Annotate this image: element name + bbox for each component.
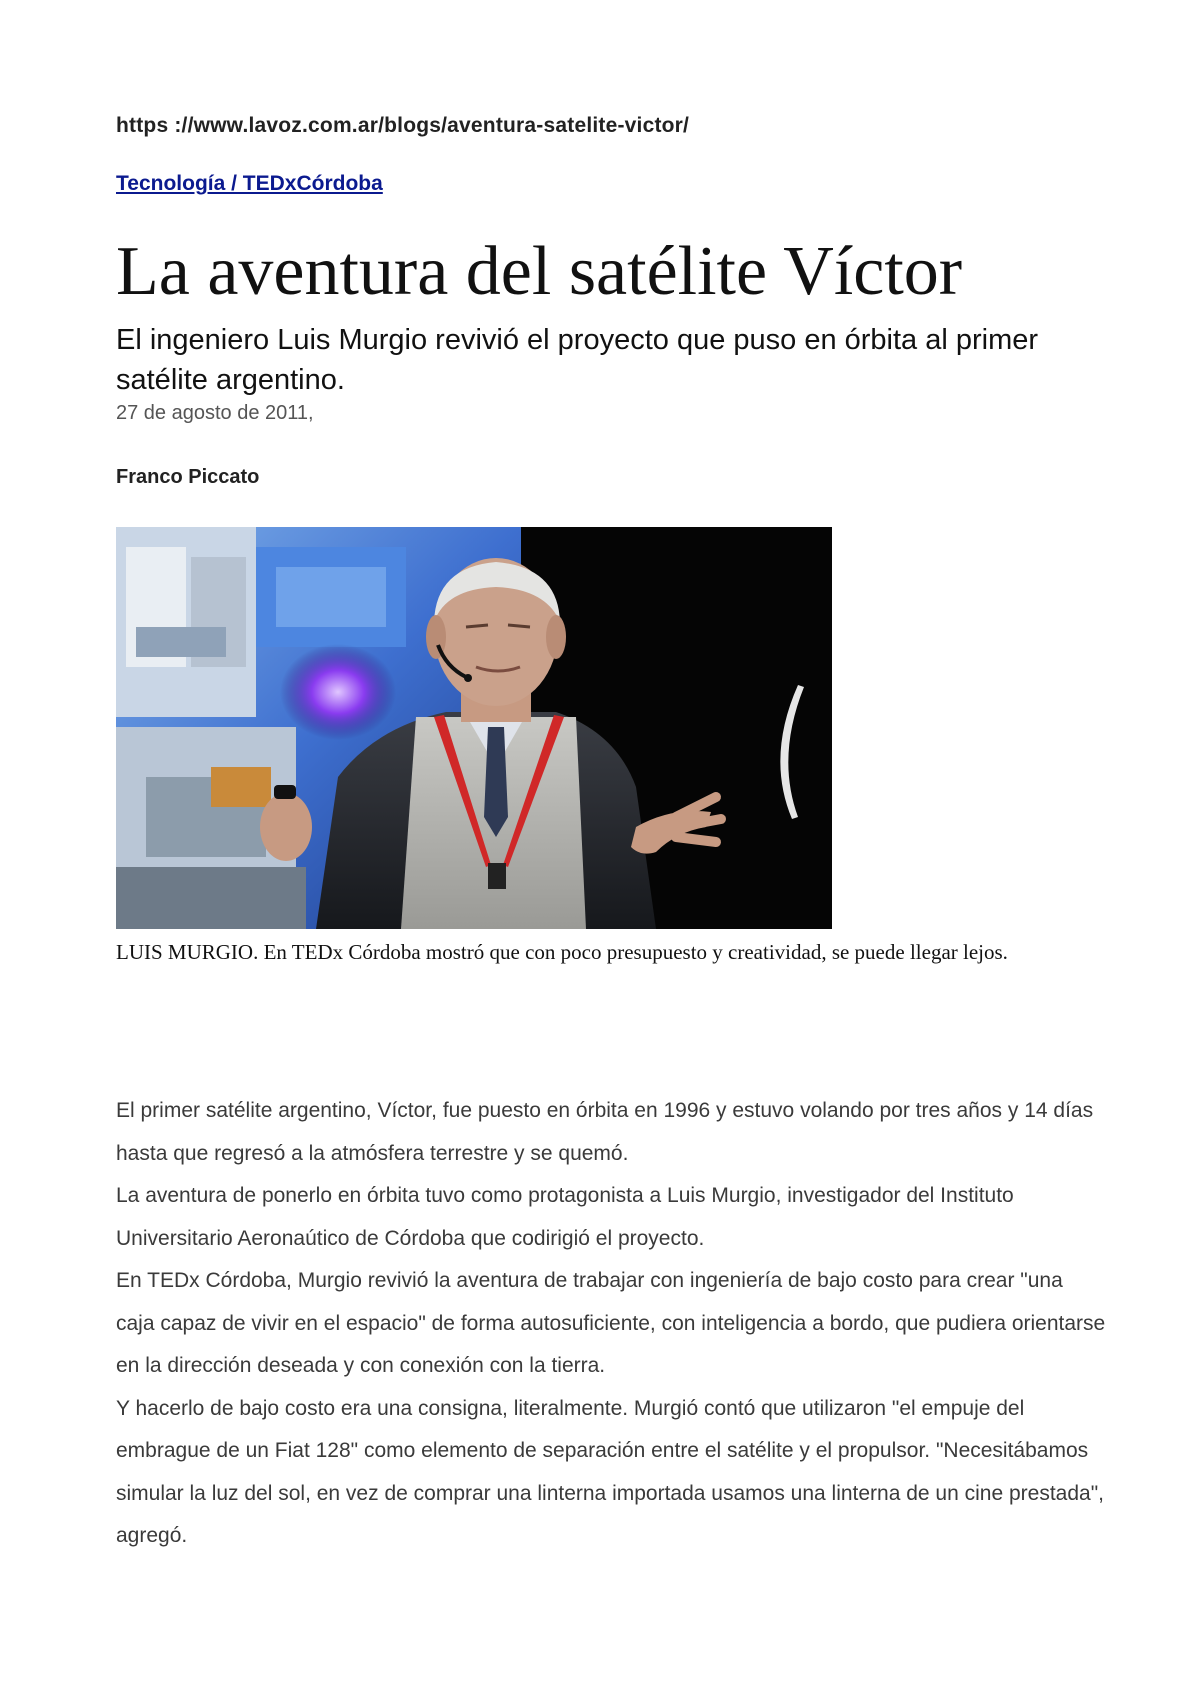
body-paragraph: El primer satélite argentino, Víctor, fue puesto en órbita en 1996 y estuvo volando por tres años y 14 días hasta que regresó a la atmósfera terrestre y se quemó. (116, 1099, 1094, 1165)
article-body (116, 1090, 1106, 1558)
article-photo (116, 527, 832, 929)
article-date: 27 de agosto de 2011, (116, 402, 314, 424)
body-paragraph: Y hacerlo de bajo costo era una consigna, literalmente. Murgió contó que utilizaron "el empuje del embrague de un Fiat 128" como elemento de separación entre el satélite y el propulsor. "Necesitábamos simular la luz del sol, en vez de comprar una linterna importada usamos una linterna de un cine prestada", agregó. (116, 1396, 1104, 1547)
body-paragraph: En TEDx Córdoba, Murgio revivió la aventura de trabajar con ingeniería de bajo costo para crear "una caja capaz de vivir en el espacio" de forma autosuficiente, con inteligencia a bordo, que pudiera orientarse en la dirección deseada y con conexión con la tierra. (116, 1269, 1106, 1377)
article-title: La aventura del satélite Víctor (116, 233, 963, 310)
speaker-photo-illustration (116, 527, 832, 929)
article-subtitle: El ingeniero Luis Murgio revivió el proyecto que puso en órbita al primer satélite argentino. (116, 324, 1039, 396)
body-paragraph: La aventura de ponerlo en órbita tuvo como protagonista a Luis Murgio, investigador del Instituto Universitario Aeronaútico de Córdoba que codirigió el proyecto. (116, 1184, 1014, 1250)
photo-caption: LUIS MURGIO. En TEDx Córdoba mostró que con poco presupuesto y creatividad, se puede llegar lejos. (116, 940, 1008, 964)
breadcrumb-link[interactable]: Tecnología / TEDxCórdoba (116, 172, 383, 195)
article-author: Franco Piccato (116, 466, 260, 488)
source-url: https ://www.lavoz.com.ar/blogs/aventura-satelite-victor/ (116, 114, 690, 137)
